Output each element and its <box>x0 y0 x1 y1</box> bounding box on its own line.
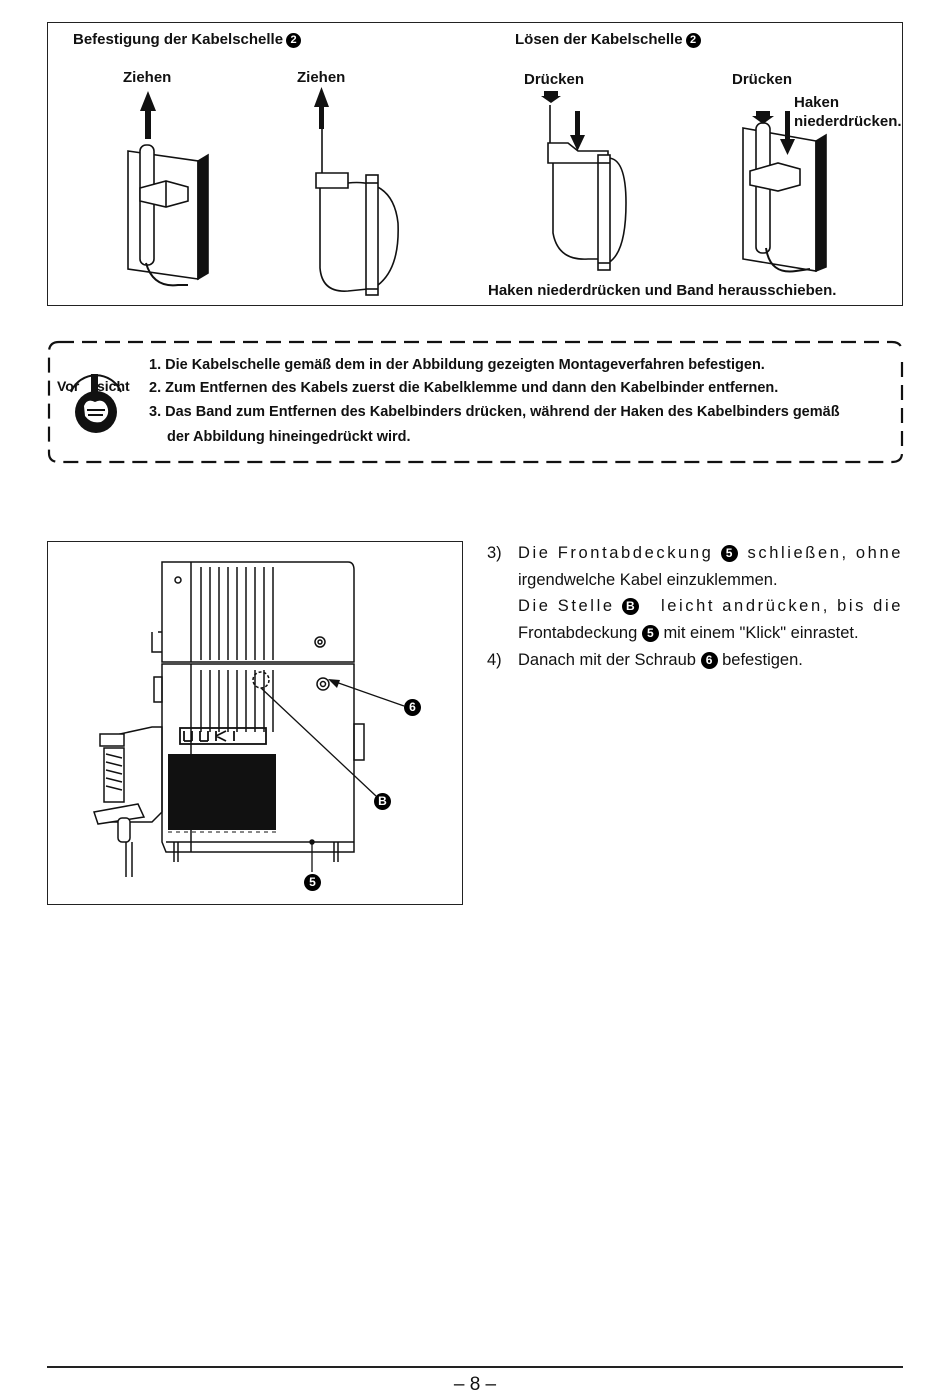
caution-label-left: Vor <box>57 378 80 394</box>
caution-label-right: sicht <box>97 378 130 394</box>
step-3-line-3: Die Stelle B leicht andrücken, bis die <box>518 597 903 615</box>
hook-label: Haken niederdrücken. <box>794 94 902 130</box>
callout-b: B <box>374 793 391 811</box>
release-title: Lösen der Kabelschelle 2 <box>515 31 701 48</box>
callout-6: 6 <box>404 699 421 717</box>
control-box-drawing <box>48 542 464 906</box>
callout-2-icon: 2 <box>286 33 301 48</box>
step-3-line-1: Die Frontabdeckung 5 schließen, ohne <box>518 544 903 562</box>
callout-5-icon: 5 <box>721 545 738 562</box>
step-4-line: Danach mit der Schraub 6 befestigen. <box>518 651 803 669</box>
callout-b-icon: B <box>622 598 639 615</box>
caution-hand-icon <box>57 364 135 436</box>
release-caption: Haken niederdrücken und Band herausschieben. <box>488 282 837 299</box>
pull-label-2: Ziehen <box>297 69 346 86</box>
step-3-line-2: irgendwelche Kabel einzuklemmen. <box>518 571 778 589</box>
press-down-arrow-icon-2 <box>570 111 585 151</box>
caution-item-3-cont: der Abbildung hineingedrückt wird. <box>167 429 411 445</box>
page-number: – 8 – <box>453 1374 497 1394</box>
step-3-line-4: Frontabdeckung 5 mit einem "Klick" einrastet. <box>518 624 859 642</box>
press-down-arrow-icon-3 <box>752 111 774 124</box>
callout-2-icon: 2 <box>686 33 701 48</box>
callout-6-icon: 6 <box>701 652 718 669</box>
callout-5: 5 <box>304 874 321 892</box>
attach-title: Befestigung der Kabelschelle 2 <box>73 31 301 48</box>
footer-rule <box>47 1366 903 1368</box>
clamp-release-drawing-3 <box>548 105 626 270</box>
cable-clamp-figure <box>47 22 903 306</box>
caution-item-3: 3. Das Band zum Entfernen des Kabelbinders drücken, während der Haken des Kabelbinders gemäß <box>149 404 840 420</box>
pull-label-1: Ziehen <box>123 69 172 86</box>
clamp-attach-drawing-1 <box>128 145 208 285</box>
caution-box <box>47 340 904 465</box>
callout-5-icon: 5 <box>642 625 659 642</box>
press-label-2: Drücken <box>732 71 793 88</box>
step-3-number: 3) <box>487 544 502 562</box>
pull-up-arrow-icon-1 <box>140 91 156 139</box>
press-down-arrow-icon-1 <box>541 91 561 103</box>
caution-item-1: 1. Die Kabelschelle gemäß dem in der Abbildung gezeigten Montageverfahren befestigen. <box>149 357 765 373</box>
clamp-drawings <box>48 23 904 307</box>
display-panel <box>168 754 276 830</box>
clamp-attach-drawing-2 <box>316 128 398 295</box>
control-box-figure <box>47 541 463 905</box>
step-4-number: 4) <box>487 651 502 669</box>
pull-up-arrow-icon-2 <box>314 87 329 129</box>
press-label-1: Drücken <box>524 71 585 88</box>
caution-item-2: 2. Zum Entfernen des Kabels zuerst die Kabelklemme und dann den Kabelbinder entfernen. <box>149 380 779 396</box>
